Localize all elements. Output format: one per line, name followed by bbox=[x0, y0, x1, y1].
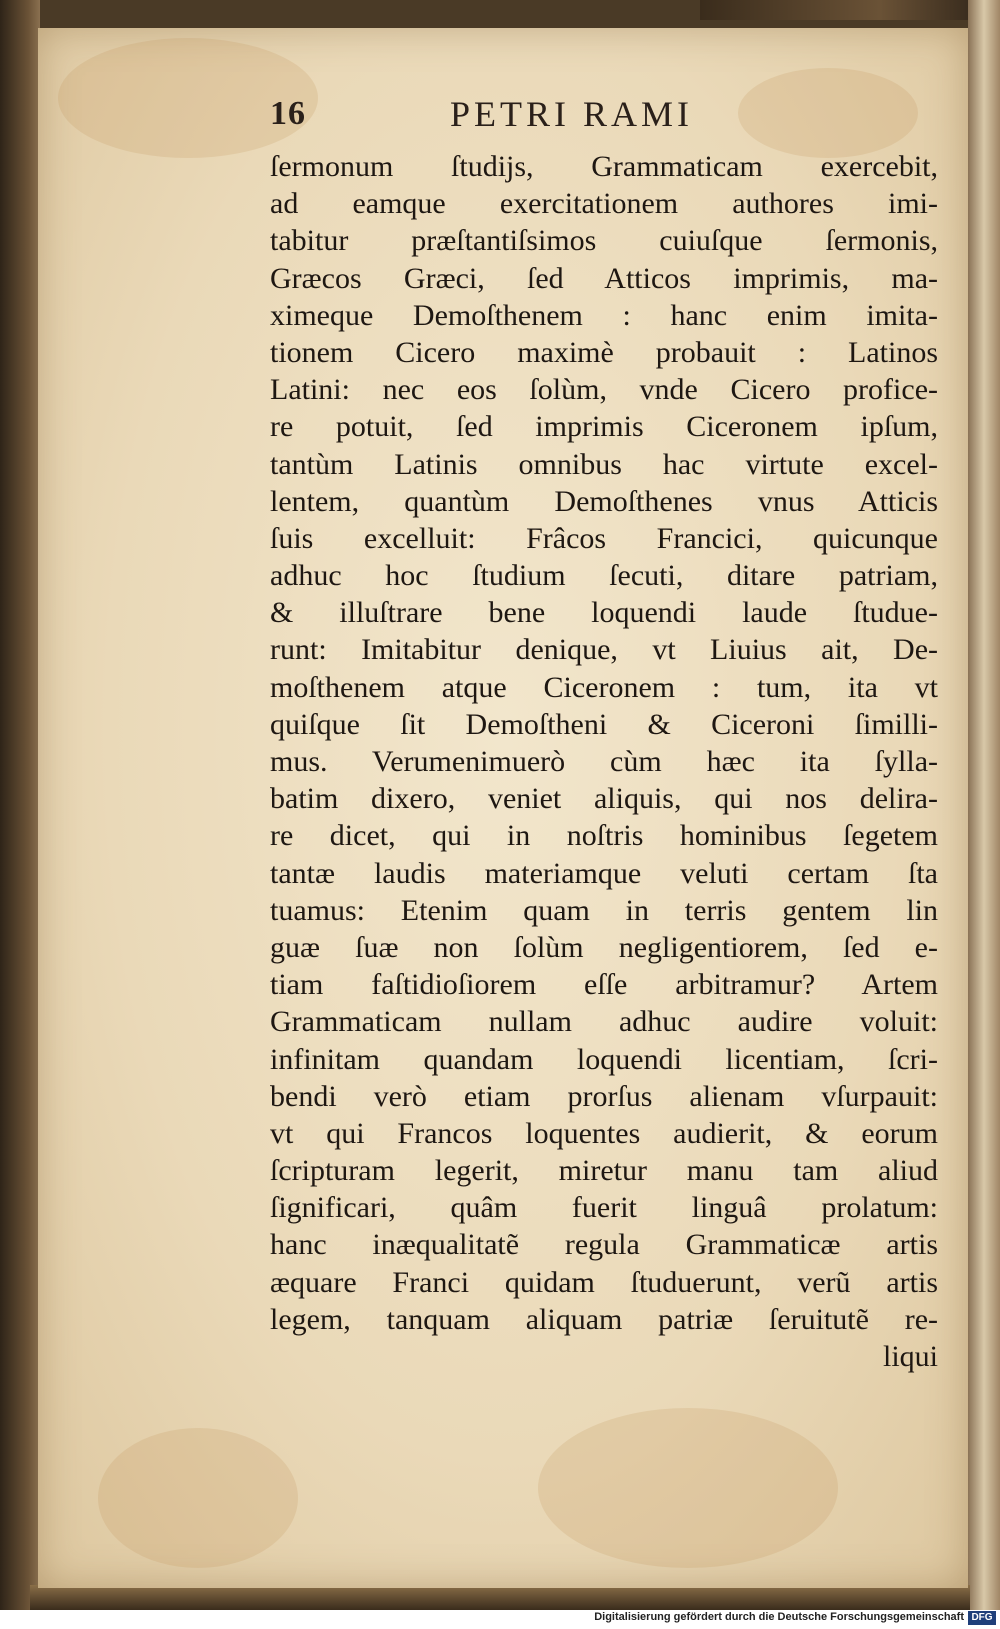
page-number: 16 bbox=[270, 95, 306, 132]
text-line: moſthenem atque Ciceronem : tum, ita vt bbox=[270, 670, 938, 704]
text-line: adhuc hoc ſtudium ſecuti, ditare patriam, bbox=[270, 559, 938, 593]
text-line: tiam faſtidioſiorem eſſe arbitramur? Artem bbox=[270, 968, 938, 1002]
text-line: Grammaticam nullam adhuc audire voluit: bbox=[270, 1005, 938, 1039]
text-line: legem, tanquam aliquam patriæ ſeruitutẽ re- bbox=[270, 1302, 938, 1336]
paper-stain bbox=[98, 1428, 298, 1568]
text-line: runt: Imitabitur denique, vt Liuius ait, De- bbox=[270, 633, 938, 667]
text-line: ſermonum ſtudijs, Grammaticam exercebit, bbox=[270, 150, 938, 183]
text-line: vt qui Francos loquentes audierit, & eorum bbox=[270, 1116, 938, 1150]
dfg-logo: DFG bbox=[968, 1611, 996, 1625]
paper-stain bbox=[538, 1408, 838, 1568]
text-line: re potuit, ſed imprimis Ciceronem ipſum, bbox=[270, 410, 938, 444]
text-line: æquare Franci quidam ſtuduerunt, verũ artis bbox=[270, 1265, 938, 1299]
text-line: ad eamque exercitationem authores imi- bbox=[270, 187, 938, 221]
text-line: ſuis excelluit: Frâcos Francici, quicunque bbox=[270, 521, 938, 555]
text-line: re dicet, qui in noſtris hominibus ſegetem bbox=[270, 819, 938, 853]
page-stack-edge bbox=[968, 0, 1000, 1610]
text-line: hanc inæqualitatẽ regula Grammaticæ artis bbox=[270, 1228, 938, 1262]
text-line: batim dixero, veniet aliquis, qui nos delira- bbox=[270, 782, 938, 816]
text-line: mus. Verumenimuerò cùm hæc ita ſylla- bbox=[270, 745, 938, 778]
text-line: bendi verò etiam prorſus alienam vſurpauit: bbox=[270, 1079, 938, 1113]
text-body bbox=[270, 148, 938, 1375]
book-spine-edge bbox=[0, 0, 40, 1610]
text-line: lentem, quantùm Demoſthenes vnus Atticis bbox=[270, 484, 938, 518]
text-line: ſignificari, quâm fuerit linguâ prolatum: bbox=[270, 1191, 938, 1225]
footer-credit: Digitalisierung gefördert durch die Deutsche Forschungsgemeinschaft bbox=[594, 1611, 964, 1623]
running-head: PETRI RAMI bbox=[450, 94, 694, 134]
text-line: ſcripturam legerit, miretur manu tam aliud bbox=[270, 1154, 938, 1188]
text-line: tuamus: Etenim quam in terris gentem lin bbox=[270, 893, 938, 927]
book-bottom-edge bbox=[30, 1585, 970, 1610]
text-line: & illuſtrare bene loquendi laude ſtudue- bbox=[270, 596, 938, 630]
text-line: tantæ laudis materiamque veluti certam ſta bbox=[270, 856, 938, 890]
text-line: quiſque ſit Demoſtheni & Ciceroni ſimilli- bbox=[270, 707, 938, 741]
text-line: ximeque Demoſthenem : hanc enim imita- bbox=[270, 298, 938, 332]
text-line: guæ ſuæ non ſolùm negligentiorem, ſed e- bbox=[270, 930, 938, 964]
page-header bbox=[270, 95, 970, 145]
text-line: infinitam quandam loquendi licentiam, ſcri- bbox=[270, 1042, 938, 1076]
catchword: liqui bbox=[882, 1340, 938, 1373]
text-line: tionem Cicero maximè probauit : Latinos bbox=[270, 335, 938, 369]
text-line: Latini: nec eos ſolùm, vnde Cicero profice- bbox=[270, 373, 938, 407]
text-line: tantùm Latinis omnibus hac virtute excel- bbox=[270, 447, 938, 481]
book-top-edge bbox=[700, 0, 1000, 20]
text-line: tabitur præſtantiſsimos cuiuſque ſermonis, bbox=[270, 224, 938, 258]
text-line: Græcos Græci, ſed Atticos imprimis, ma- bbox=[270, 261, 938, 295]
